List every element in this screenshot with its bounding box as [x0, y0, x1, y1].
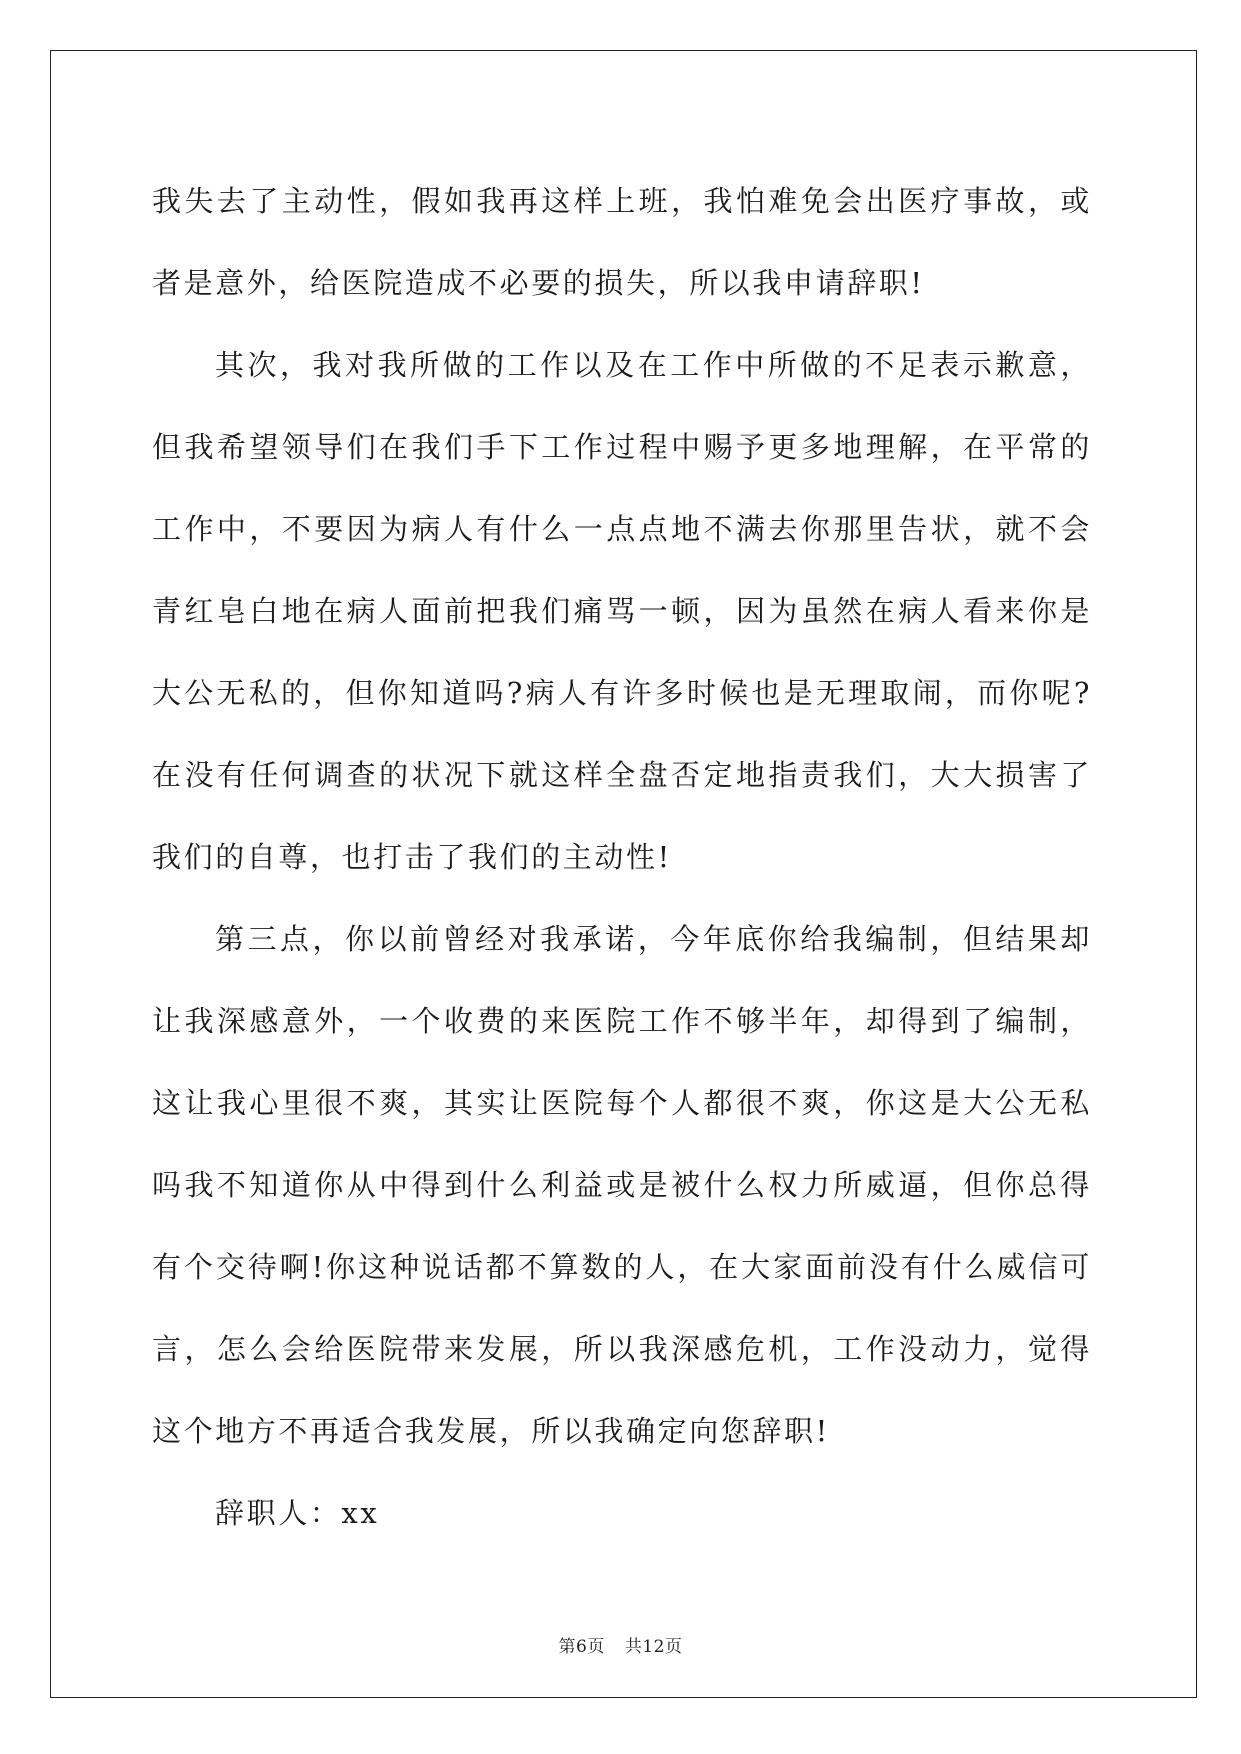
document-body [152, 160, 1092, 1554]
paragraph-3: 第三点，你以前曾经对我承诺，今年底你给我编制，但结果却让我深感意外，一个收费的来医院工作不够半年，却得到了编制，这让我心里很不爽，其实让医院每个人都很不爽，你这是大公无私吗我不知道你从中得到什么利益或是被什么权力所威逼，但你总得有个交待啊!你这种说话都不算数的人，在大家面前没有什么威信可言，怎么会给医院带来发展，所以我深感危机，工作没动力，觉得这个地方不再适合我发展，所以我确定向您辞职! [152, 922, 1092, 1448]
page-footer [0, 1632, 1241, 1657]
paragraph-1: 我失去了主动性，假如我再这样上班，我怕难免会出医疗事故，或者是意外，给医院造成不必要的损失，所以我申请辞职! [152, 184, 1092, 300]
signature-line: 辞职人：xx [215, 1496, 380, 1530]
page-number: 第6页 [558, 1637, 605, 1657]
paragraph-2: 其次，我对我所做的工作以及在工作中所做的不足表示歉意，但我希望领导们在我们手下工作过程中赐予更多地理解，在平常的工作中，不要因为病人有什么一点点地不满去你那里告状，就不会青红皂白地在病人面前把我们痛骂一顿，因为虽然在病人看来你是大公无私的，但你知道吗?病人有许多时候也是无理取闹，而你呢?在没有任何调查的状况下就这样全盘否定地指责我们，大大损害了我们的自尊，也打击了我们的主动性! [152, 348, 1092, 874]
page-total: 共12页 [624, 1637, 683, 1657]
